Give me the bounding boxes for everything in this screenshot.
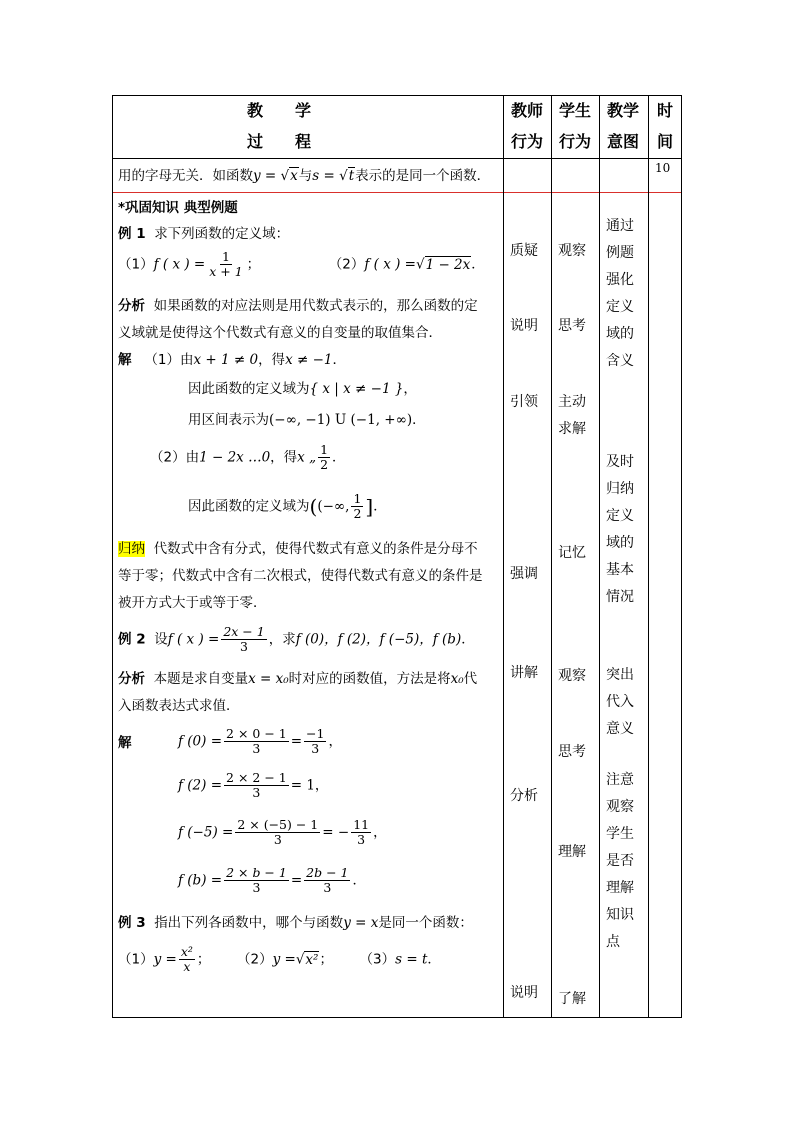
analysis2-line2: 入函数表达式求值． xyxy=(118,698,240,714)
header-process-line1: 教 学 xyxy=(247,101,312,120)
example3-statement: 例 3 指出下列各函数中，哪个与函数y = x是同一个函数： xyxy=(118,915,473,931)
teacher-action-2: 说明 xyxy=(510,318,538,334)
solution1-line4: （2）由1 − 2x …0，得x „ $\frac{1}{2}$ ． xyxy=(150,442,346,472)
header-student-line2: 行为 xyxy=(559,132,592,151)
solution2-row2: f (2) = $\frac{2 \times 2 - 1}{3}$ = 1， xyxy=(178,770,329,800)
example2-statement: 例 2 设f ( x ) = $\frac{2x - 1}{3}$ ，求f (0)，f (2)，f (−5)，f (b)． xyxy=(118,624,475,654)
intent-block-3: 突出 代入 意义 xyxy=(606,667,634,737)
solution1-line5: 因此函数的定义域为((−∞, $\frac{1}{2}$ ]． xyxy=(188,491,387,521)
header-time-line2: 间 xyxy=(657,132,674,151)
solution2-row4: f (b) = $\frac{2 \times b - 1}{3}$ = $\frac{2b - 1}{3}$ ． xyxy=(178,865,366,895)
intent-block-2: 及时 归纳 定义 域的 基本 情况 xyxy=(606,454,634,605)
header-intent-line1: 教学 xyxy=(607,101,640,120)
header-teacher-line1: 教师 xyxy=(511,101,544,120)
header-teacher-line2: 行为 xyxy=(511,132,544,151)
table-left-border xyxy=(112,95,113,1018)
student-action-3: 主动 xyxy=(558,394,586,410)
solution1-line3: 用区间表示为(−∞, −1) U (−1, +∞)． xyxy=(188,412,426,428)
table-right-border xyxy=(681,95,682,1018)
example1-statement: 例 1 求下列函数的定义域： xyxy=(118,226,290,242)
header-student-line1: 学生 xyxy=(559,101,592,120)
row1-text: 用的字母无关．如函数y = √x与s = √t表示的是同一个函数． xyxy=(118,168,491,184)
teacher-action-6: 分析 xyxy=(510,788,538,804)
analysis1-line2: 义域就是使得这个代数式有意义的自变量的取值集合． xyxy=(118,325,442,341)
section-title: *巩固知识 典型例题 xyxy=(118,200,238,216)
analysis1-line1: 分析 如果函数的对应法则是用代数式表示的，那么函数的定 xyxy=(118,298,478,314)
col-divider-3 xyxy=(599,95,600,1018)
example3-options: （1）y = $\frac{\text{x²}}{x}$ ； （2）y =√x²； （3）s = t． xyxy=(118,944,441,974)
student-action-5: 记忆 xyxy=(558,545,586,561)
header-process-line2: 过 程 xyxy=(247,132,312,151)
student-action-8: 理解 xyxy=(558,844,586,860)
student-action-2: 思考 xyxy=(558,318,586,334)
intent-block-4: 注意 观察 学生 是否 理解 知识 点 xyxy=(606,772,634,950)
col-divider-2 xyxy=(551,95,552,1018)
student-action-6: 观察 xyxy=(558,668,586,684)
row-divider xyxy=(112,192,682,193)
summary-line1: 归纳 代数式中含有分式，使得代数式有意义的条件是分母不 xyxy=(118,541,478,557)
table-bottom-border xyxy=(112,1017,682,1018)
teacher-action-4: 强调 xyxy=(510,566,538,582)
teacher-action-7: 说明 xyxy=(510,985,538,1001)
teacher-action-5: 讲解 xyxy=(510,665,538,681)
student-action-9: 了解 xyxy=(558,991,586,1007)
example1-problems: （1）f ( x ) = $\frac{1}{x + 1}$ ； （2）f ( x ) =√1 − 2x． xyxy=(118,249,485,279)
teacher-action-1: 质疑 xyxy=(510,243,538,259)
solution2-row1: f (0) = $\frac{2 \times 0 - 1}{3}$ = $\frac{-1}{3}$ ， xyxy=(178,726,342,756)
summary-label: 归纳 xyxy=(118,541,145,557)
table-top-border xyxy=(112,95,682,96)
col-divider-1 xyxy=(503,95,504,1018)
solution1-line2: 因此函数的定义域为{ x | x ≠ −1 }， xyxy=(188,381,417,397)
solution1-line1: 解 （1）由x + 1 ≠ 0，得x ≠ −1． xyxy=(118,352,346,368)
row1-time: 10 xyxy=(655,161,671,175)
header-intent-line2: 意图 xyxy=(607,132,640,151)
summary-line3: 被开方式大于或等于零． xyxy=(118,595,267,611)
student-action-4: 求解 xyxy=(558,421,586,437)
summary-line2: 等于零；代数式中含有二次根式，使得代数式有意义的条件是 xyxy=(118,568,483,584)
student-action-7: 思考 xyxy=(558,744,586,760)
solution2-label: 解 xyxy=(118,735,132,751)
header-bottom-border xyxy=(112,158,682,159)
analysis2-line1: 分析 本题是求自变量x = x₀时对应的函数值，方法是将x₀代 xyxy=(118,671,478,687)
student-action-1: 观察 xyxy=(558,243,586,259)
solution2-row3: f (−5) = $\frac{2 \times (-5) - 1}{3}$ = − $\frac{11}{3}$ ， xyxy=(178,817,387,847)
header-time-line1: 时 xyxy=(657,101,674,120)
teacher-action-3: 引领 xyxy=(510,394,538,410)
intent-block-1: 通过 例题 强化 定义 域的 含义 xyxy=(606,218,634,369)
col-divider-4 xyxy=(648,95,649,1018)
